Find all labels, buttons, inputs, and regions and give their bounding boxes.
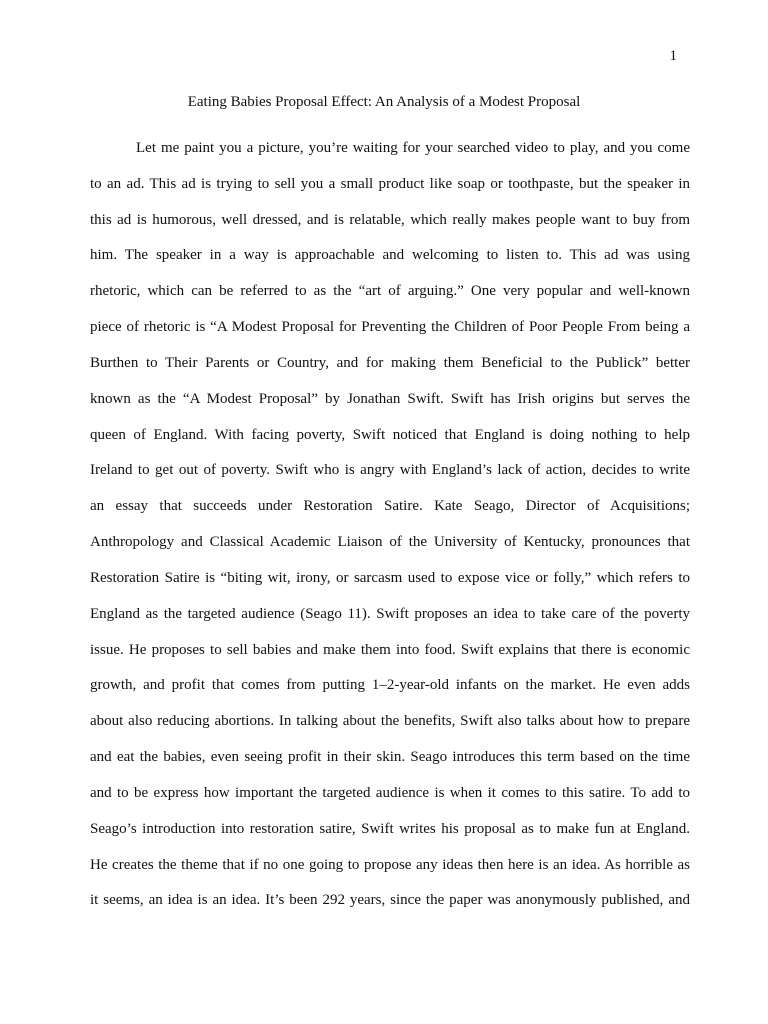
body-line: known as the “A Modest Proposal” by Jonathan Swift. Swift has Irish origins but serves the <box>90 390 690 407</box>
body-line: issue. He proposes to sell babies and make them into food. Swift explains that there is economic <box>90 641 690 658</box>
page-number: 1 <box>669 48 677 64</box>
body-line: this ad is humorous, well dressed, and is relatable, which really makes people want to buy from <box>90 211 690 228</box>
document-title: Eating Babies Proposal Effect: An Analysis of a Modest Proposal <box>187 94 581 110</box>
body-line: him. The speaker in a way is approachable and welcoming to listen to. This ad was using <box>90 247 690 264</box>
body-line: queen of England. With facing poverty, Swift noticed that England is doing nothing to help <box>90 426 690 443</box>
body-line: Anthropology and Classical Academic Liaison of the University of Kentucky, pronounces that <box>90 534 690 551</box>
body-paragraph <box>90 137 690 925</box>
body-line: piece of rhetoric is “A Modest Proposal for Preventing the Children of Poor People From being a <box>90 319 690 336</box>
body-line: about also reducing abortions. In talking about the benefits, Swift also talks about how to prepare <box>90 713 690 730</box>
body-line: it seems, an idea is an idea. It’s been 292 years, since the paper was anonymously published, and <box>90 892 690 909</box>
body-line: to an ad. This ad is trying to sell you a small product like soap or toothpaste, but the speaker in <box>90 175 690 192</box>
body-line: Seago’s introduction into restoration satire, Swift writes his proposal as to make fun at England. <box>90 820 690 837</box>
body-line: Burthen to Their Parents or Country, and for making them Beneficial to the Publick” better <box>90 354 690 371</box>
body-line: He creates the theme that if no one going to propose any ideas then here is an idea. As horrible as <box>90 856 690 873</box>
body-line: England as the targeted audience (Seago 11). Swift proposes an idea to take care of the poverty <box>90 605 690 622</box>
body-line: and to be express how important the targeted audience is when it comes to this satire. To add to <box>90 784 690 801</box>
body-line: Let me paint you a picture, you’re waiting for your searched video to play, and you come <box>136 140 690 156</box>
body-line: Restoration Satire is “biting wit, irony, or sarcasm used to expose vice or folly,” which refers to <box>90 569 690 586</box>
body-line: growth, and profit that comes from putting 1–2-year-old infants on the market. He even adds <box>90 677 690 694</box>
body-line: Ireland to get out of poverty. Swift who is angry with England’s lack of action, decides to write <box>90 462 690 479</box>
body-line: rhetoric, which can be referred to as the “art of arguing.” One very popular and well-known <box>90 283 690 300</box>
body-line: an essay that succeeds under Restoration Satire. Kate Seago, Director of Acquisitions; <box>90 498 690 515</box>
body-line: and eat the babies, even seeing profit in their skin. Seago introduces this term based on the time <box>90 749 690 766</box>
